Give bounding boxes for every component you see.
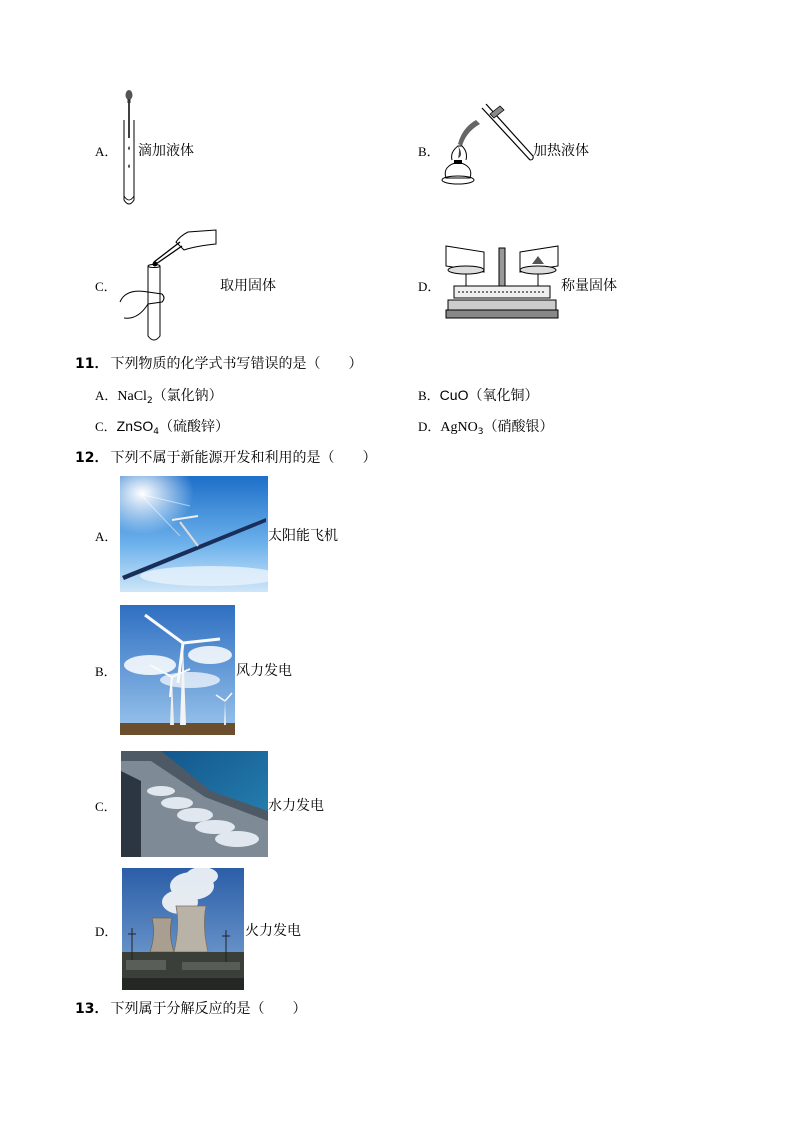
q10-option-d-letter: D． [418, 279, 441, 294]
q10-option-b-letter: B． [418, 144, 440, 159]
q10-option-a-text: 滴加液体 [138, 143, 194, 159]
q12-number: 12． [75, 450, 109, 466]
q11-option-a-formula: NaCl [117, 389, 147, 404]
q11-option-c-sub: 4 [153, 427, 159, 437]
q10-option-d-text: 称量固体 [561, 278, 617, 294]
q10-option-b-text: 加热液体 [533, 143, 589, 159]
q11-stem-text: 下列物质的化学式书写错误的是（ ） [110, 356, 363, 372]
thermal-power-plant-photo-icon [122, 868, 244, 990]
q12-option-c-letter: C． [95, 799, 117, 814]
balance-scale-icon [444, 242, 560, 322]
q11-option-c [95, 416, 229, 437]
q11-option-d-name: （硝酸银） [483, 419, 554, 435]
q12-option-d-text: 火力发电 [245, 923, 301, 939]
q13-stem-text: 下列属于分解反应的是（ ） [110, 1001, 307, 1017]
q11-option-a-name: （氯化钠） [152, 388, 223, 404]
q10-option-c-text: 取用固体 [220, 278, 276, 294]
q13-number: 13． [75, 1001, 109, 1017]
q11-option-b-letter: B． [418, 388, 440, 403]
q12-stem [75, 447, 376, 467]
q11-option-a-sub: 2 [146, 396, 153, 406]
q11-option-b-formula: CuO [439, 387, 469, 403]
q12-option-a-letter: A． [95, 529, 118, 544]
q12-option-c-text: 水力发电 [268, 798, 324, 814]
q10-option-a-letter: A． [95, 144, 118, 159]
q11-stem [75, 353, 362, 373]
q11-option-d-formula: AgNO [440, 420, 478, 435]
tweezers-test-tube-icon [118, 222, 218, 344]
q11-option-a-letter: A． [95, 388, 118, 403]
q11-number: 11． [75, 356, 109, 372]
q12-option-b-letter: B． [95, 664, 117, 679]
q13-stem [75, 998, 306, 1018]
q11-option-a [95, 385, 223, 406]
q11-option-c-formula: ZnSO [116, 418, 154, 434]
q11-option-b-name: （氧化铜） [468, 388, 539, 404]
q11-option-c-letter: C． [95, 419, 117, 434]
q11-option-c-name: （硫酸锌） [158, 419, 229, 435]
q10-option-c-letter: C． [95, 279, 117, 294]
q12-option-a-text: 太阳能飞机 [268, 528, 338, 544]
q12-stem-text: 下列不属于新能源开发和利用的是（ ） [110, 450, 377, 466]
q11-option-d-sub: 3 [477, 427, 484, 437]
hydropower-dam-photo-icon [121, 751, 268, 857]
q11-option-d-letter: D． [418, 419, 441, 434]
q11-option-b [418, 385, 538, 405]
solar-plane-photo-icon [120, 476, 268, 592]
heating-test-tube-icon [440, 100, 535, 192]
q11-option-d [418, 416, 553, 437]
q12-option-d-letter: D． [95, 924, 118, 939]
q12-option-b-text: 风力发电 [236, 663, 292, 679]
wind-turbine-photo-icon [120, 605, 235, 735]
